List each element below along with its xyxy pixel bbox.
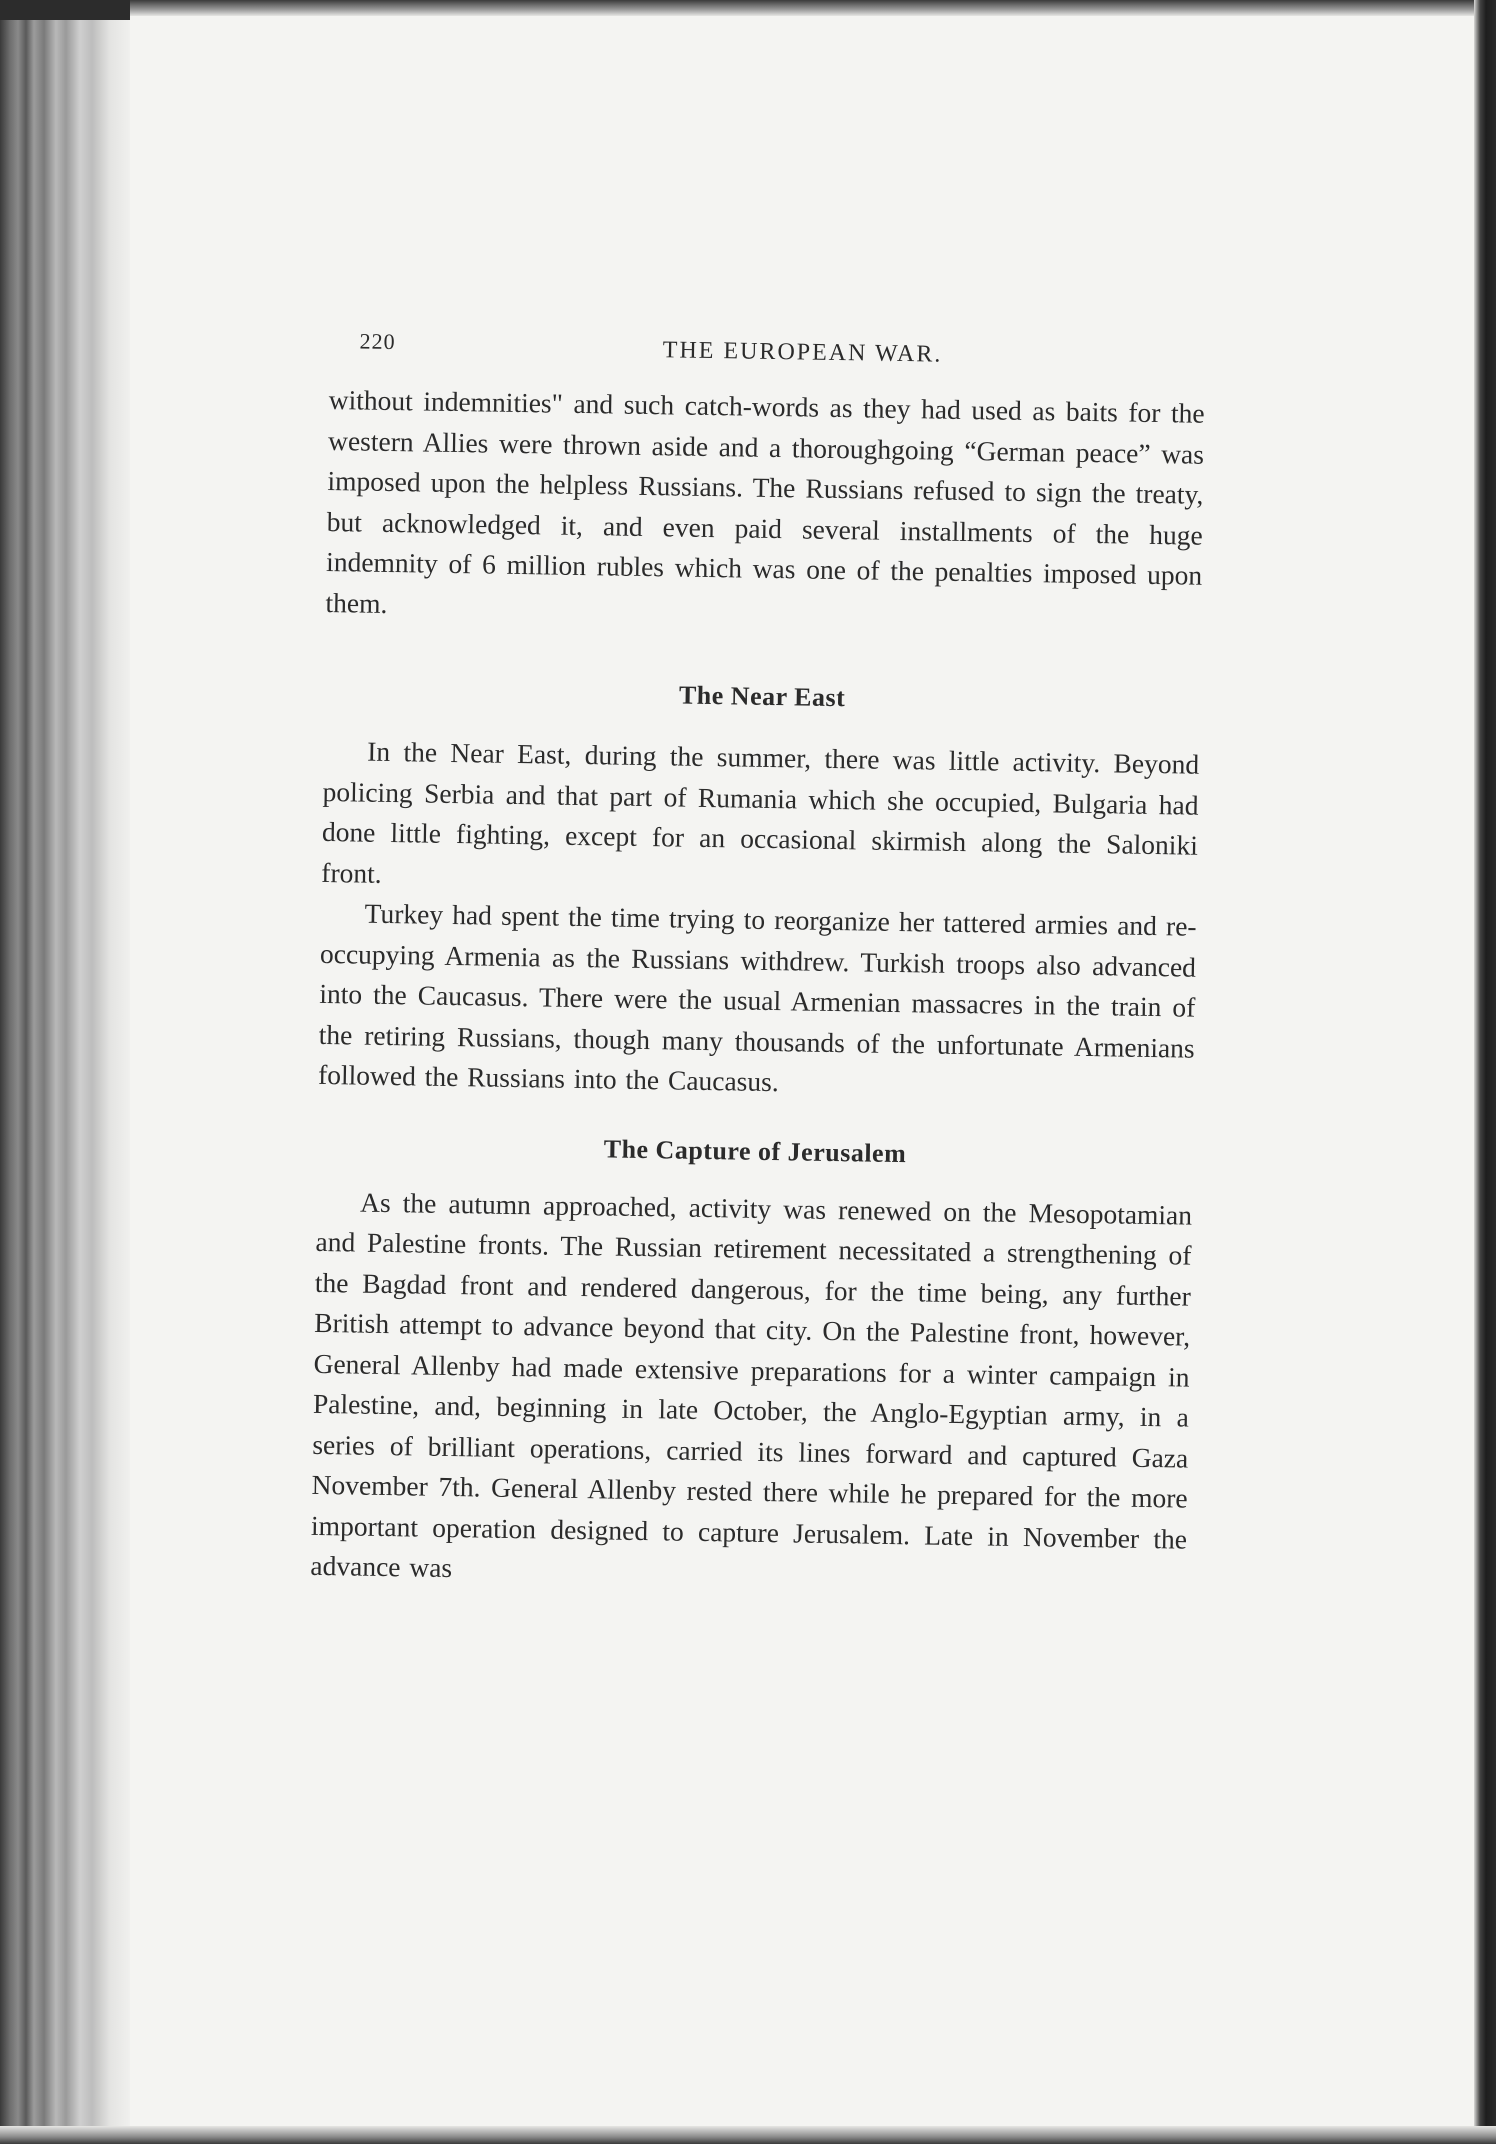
page-text-block bbox=[310, 320, 1206, 1600]
book-binding-edge bbox=[0, 0, 130, 2144]
section-heading-capture-of-jerusalem: The Capture of Jerusalem bbox=[603, 1133, 907, 1168]
near-east-paragraph-1: In the Near East, during the summer, there was little activity. Beyond policing Serbia and that part of Rumania which she occupied, Bulgaria had done little fighting, except for an occasional skirmish along the Saloniki front. bbox=[321, 735, 1200, 889]
book-right-edge bbox=[1474, 0, 1496, 2144]
jerusalem-paragraph-1: As the autumn approached, activity was renewed on the Mesopotamian and Palestine fronts. The Russian retirement necessitated a strengthening of the Bagdad front and rendered dangerous, for the time being, any further British attempt to advance beyond that city. On the Palestine front, however, General Allenby had made extensive preparations for a winter campaign in Palestine, and, beginning in late October, the Anglo-Egyptian army, in a series of brilliant operations, carried its lines forward and captured Gaza November 7th. General Allenby rested there while he prepared for the more important operation designed to capture Jerusalem. Late in November the advance was bbox=[310, 1186, 1193, 1584]
running-head-title: THE EUROPEAN WAR. bbox=[662, 337, 943, 368]
section-heading-near-east: The Near East bbox=[678, 680, 846, 713]
book-top-edge bbox=[0, 0, 1496, 16]
page-number: 220 bbox=[359, 328, 396, 355]
book-bottom-edge bbox=[0, 2126, 1496, 2144]
near-east-paragraph-2: Turkey had spent the time trying to reorganize her tattered armies and re-occupying Armenia as the Russians withdrew. Turkish troops also advanced into the Caucasus. There were the usual Armenian massacres in the train of the retiring Russians, though many thousands of the unfortunate Armenians followed the Russians into the Caucasus. bbox=[317, 897, 1197, 1098]
intro-paragraph: without indemnities" and such catch-words as they had used as baits for the western Allies were thrown aside and a thoroughgoing “German peace” was imposed upon the helpless Russians. The Russians refused to sign the treaty, but acknowledged it, and even paid several installments of the huge indemnity of 6 million rubles which was one of the penalties imposed upon them. bbox=[325, 383, 1205, 619]
